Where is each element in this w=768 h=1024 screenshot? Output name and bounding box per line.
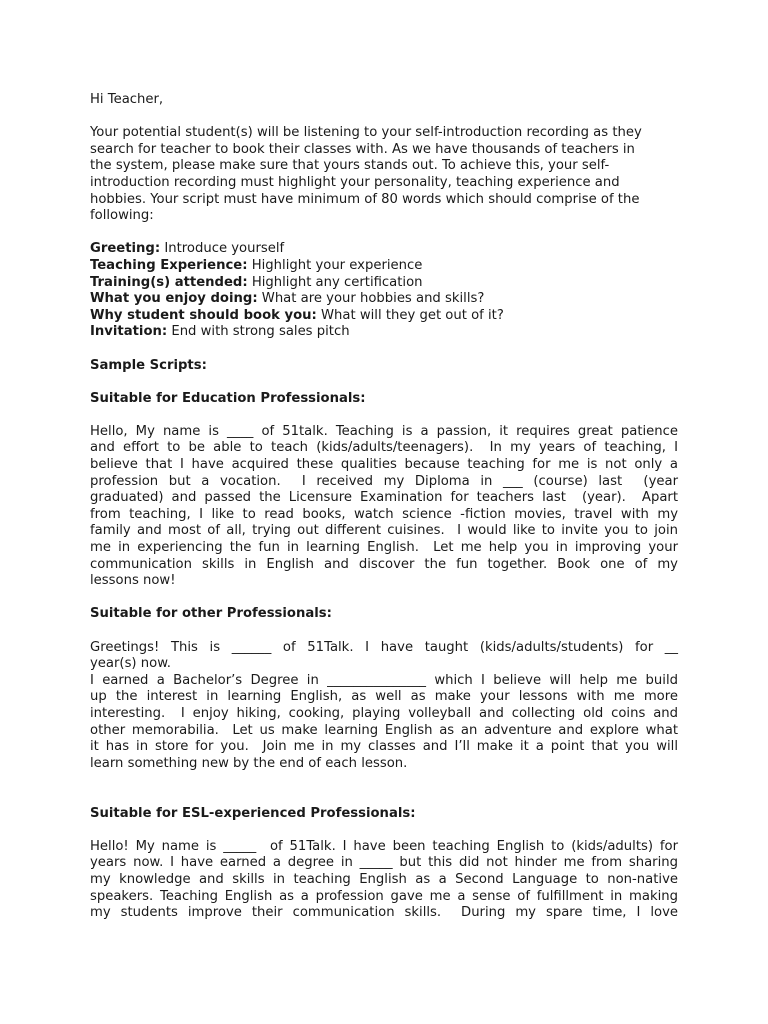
requirement-label: Greeting: [90,241,161,257]
script-line: year(s) now. [90,656,171,672]
script-line: Greetings! This is ______ of 51Talk. I have taught (kids/adults/students) for __ [90,639,678,655]
script-line: communication skills in English and discover the fun together. Book one of my [90,556,678,572]
script-line: lessons now! [90,573,176,589]
requirement-text: Highlight your experience [247,257,423,273]
intro-line: Your potential student(s) will be listening to your self-introduction recording as they [90,125,642,141]
intro-line: the system, please make sure that yours stands out. To achieve this, your self- [90,158,610,174]
script-line: profession but a vocation. I received my Diploma in ___ (course) last (year [90,473,678,489]
section-heading-education: Suitable for Education Professionals: [90,390,366,406]
script-line: learn something new by the end of each lesson. [90,755,408,771]
requirement-item [90,291,678,308]
script-esl [90,839,678,922]
requirement-label: Invitation: [90,324,168,340]
script-line: Hello, My name is ____ of 51talk. Teaching is a passion, it requires great patience [90,423,678,439]
requirement-item [90,308,678,325]
script-line: up the interest in learning English, as well as make your lessons with me more [90,689,678,705]
requirement-label: Training(s) attended: [90,274,248,290]
sample-scripts-heading: Sample Scripts: [90,357,207,373]
requirement-label: What you enjoy doing: [90,291,258,307]
document-page [90,92,678,922]
requirement-item [90,275,678,292]
requirement-item [90,324,678,341]
script-line: graduated) and passed the Licensure Examination for teachers last (year). Apart [90,490,678,506]
requirement-text: What are your hobbies and skills? [257,291,485,307]
intro-line: introduction recording must highlight your personality, teaching experience and [90,174,620,190]
script-line: family and most of all, trying out different cuisines. I would like to invite you to join [90,523,678,539]
intro-line: following: [90,208,154,224]
script-line: I earned a Bachelor’s Degree in _______________ which I believe will help me build [90,672,678,688]
salutation: Hi Teacher, [90,92,164,107]
section-heading-esl: Suitable for ESL-experienced Professionals: [90,805,416,821]
requirement-text: Introduce yourself [160,241,285,257]
intro-line: hobbies. Your script must have minimum of 80 words which should comprise of the [90,191,640,207]
requirement-label: Teaching Experience: [90,257,248,273]
section-heading-other: Suitable for other Professionals: [90,606,332,622]
script-line: my knowledge and skills in teaching English as a Second Language to non-native [90,871,678,887]
requirement-text: End with strong sales pitch [167,324,350,340]
script-education [90,424,678,590]
script-line: other memorabilia. Let us make learning English as an adventure and explore what [90,722,678,738]
requirement-text: What will they get out of it? [316,307,504,323]
script-line: years now. I have earned a degree in _____ but this did not hinder me from sharing [90,855,678,871]
script-line: and effort to be able to teach (kids/adults/teenagers). In my years of teaching, I [90,440,678,456]
intro-paragraph [90,125,678,225]
script-line: believe that I have acquired these qualities because teaching for me is not only a [90,457,678,473]
requirement-item [90,258,678,275]
script-line: Hello! My name is _____ of 51Talk. I have been teaching English to (kids/adults) for [90,838,678,854]
script-line: me in experiencing the fun in learning English. Let me help you in improving your [90,540,678,556]
script-line: from teaching, I like to read books, watch science -fiction movies, travel with my [90,506,678,522]
script-line: it has in store for you. Join me in my classes and I’ll make it a point that you will [90,739,678,755]
requirement-text: Highlight any certification [247,274,423,290]
intro-line: search for teacher to book their classes with. As we have thousands of teachers in [90,141,635,157]
script-line: interesting. I enjoy hiking, cooking, playing volleyball and collecting old coins and [90,705,678,721]
script-line: speakers. Teaching English as a profession gave me a sense of fulfillment in making [90,888,678,904]
script-line: my students improve their communication skills. During my spare time, I love [90,905,678,921]
requirements-list [90,241,678,341]
requirement-item [90,241,678,258]
requirement-label: Why student should book you: [90,307,317,323]
script-other [90,640,678,773]
